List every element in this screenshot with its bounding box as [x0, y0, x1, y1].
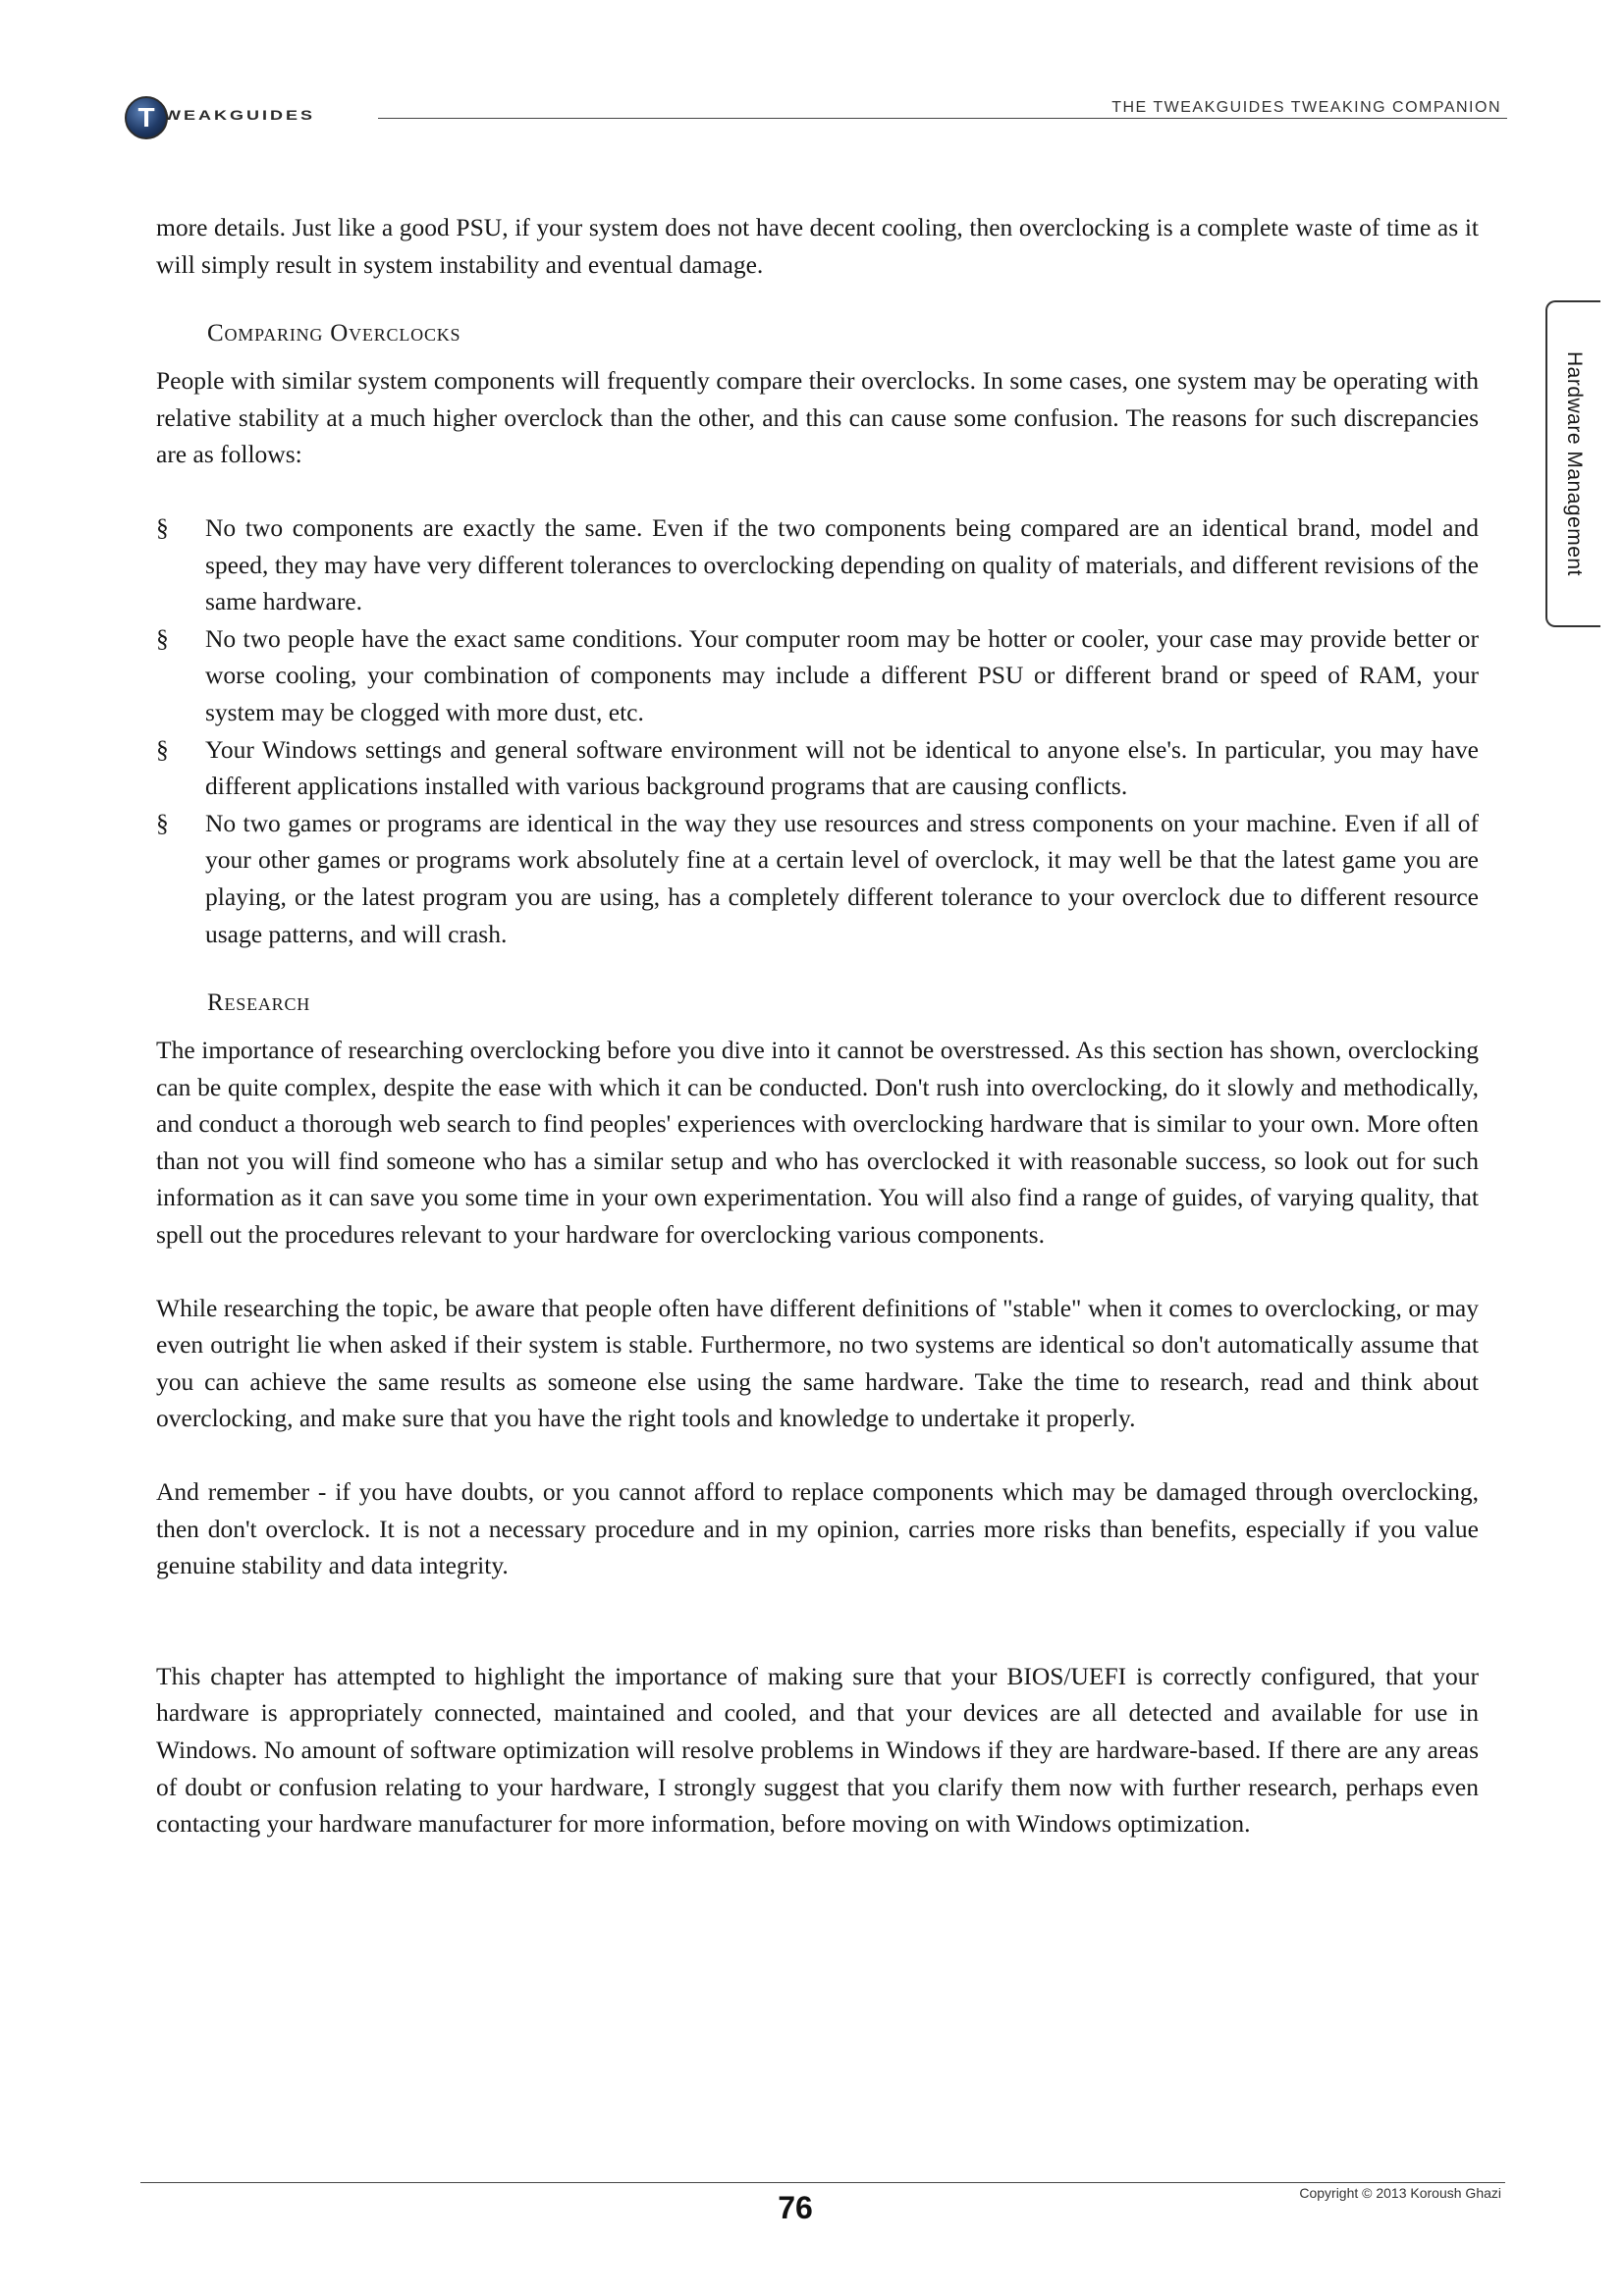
section-sign-bullet: §: [156, 734, 169, 764]
tweakguides-logo: [125, 94, 360, 143]
comparing-overclocks-paragraph: People with similar system components will frequently compare their overclocks. In some cases, one system may be operating with relative stability at a much higher overclock than the other, and this can cause some confusion. The reasons for such discrepancies are as follows:: [156, 366, 1479, 469]
header-rule: [378, 118, 1507, 119]
research-paragraph-1: The importance of researching overclocking before you dive into it cannot be overstressed. As this section has shown, overclocking can be quite complex, despite the ease with which it can be conducted. Don't rush into overclocking, do it slowly and methodically, and conduct a thorough web search to find peoples' experiences with overclocking hardware that is similar to your own. More often than not you will find someone who has a similar setup and who has overclocked it with reasonable success, so look out for such information as it can save you some time in your own experimentation. You will also find a range of guides, of varying quality, that spell out the procedures relevant to your hardware for overclocking various components.: [156, 1036, 1479, 1250]
list-item-text: No two games or programs are identical in the way they use resources and stress components on your machine. Even if all of your other games or programs work absolutely fine at a certain level of overclock, it may well be that the latest game you are playing, or the latest program you are using, has a completely different tolerance to your overclock due to different resource usage patterns, and will crash.: [205, 808, 1479, 948]
chapter-conclusion-paragraph: This chapter has attempted to highlight the importance of making sure that your BIOS/UEFI is correctly configured, that your hardware is appropriately connected, maintained and cooled, and that your devices are all detected and available for use in Windows. No amount of software optimization will resolve problems in Windows if they are hardware-based. If there are any areas of doubt or confusion relating to your hardware, I strongly suggest that you clarify them now with further research, perhaps even contacting your hardware manufacturer for more information, before moving on with Windows optimization.: [156, 1661, 1479, 1839]
page-number: 76: [778, 2190, 813, 2225]
section-heading-comparing-overclocks: Comparing Overclocks: [207, 320, 461, 347]
list-item: [156, 620, 1479, 731]
list-item: [156, 509, 1479, 620]
section-sign-bullet: §: [156, 808, 169, 837]
intro-paragraph: more details. Just like a good PSU, if your system does not have decent cooling, then overclocking is a complete waste of time as it will simply result in system instability and eventual damage.: [156, 213, 1479, 279]
section-heading-research: Research: [207, 989, 311, 1017]
page-content: [156, 209, 1479, 1842]
list-item-text: Your Windows settings and general software environment will not be identical to anyone else's. In particular, you may have different applications installed with various background programs that are causing conflicts.: [205, 734, 1479, 801]
research-paragraph-3: And remember - if you have doubts, or you cannot afford to replace components which may be damaged through overclocking, then don't overclock. It is not a necessary procedure and in my opinion, carries more risks than benefits, especially if you value genuine stability and data integrity.: [156, 1477, 1479, 1580]
list-item: [156, 805, 1479, 952]
copyright-notice: Copyright © 2013 Koroush Ghazi: [1299, 2185, 1501, 2201]
list-item-text: No two components are exactly the same. Even if the two components being compared are an identical brand, model and speed, they may have very different tolerances to overclocking depending on quality of materials, and different revisions of the same hardware.: [205, 512, 1479, 616]
discrepancy-reasons-list: [156, 509, 1479, 952]
section-sign-bullet: §: [156, 512, 169, 542]
research-paragraph-2: While researching the topic, be aware that people often have different definitions of "stable" when it comes to overclocking, or may even outright lie when asked if their system is stable. Furthermore, no two systems are identical so don't automatically assume that you can achieve the same results as someone else using the same hardware. Take the time to research, read and think about overclocking, and make sure that you have the right tools and knowledge to undertake it properly.: [156, 1293, 1479, 1433]
running-header: THE TWEAKGUIDES TWEAKING COMPANION: [1111, 99, 1501, 116]
section-sign-bullet: §: [156, 623, 169, 653]
logo-wordmark: WEAKGUIDES: [164, 108, 316, 123]
footer-rule: [140, 2182, 1505, 2183]
logo-emblem: T: [125, 96, 168, 139]
chapter-side-tab-label: Hardware Management: [1563, 351, 1586, 576]
list-item-text: No two people have the exact same conditions. Your computer room may be hotter or cooler, your case may provide better or worse cooling, your combination of components may include a different PSU or different brand or speed of RAM, your system may be clogged with more dust, etc.: [205, 623, 1479, 726]
list-item: [156, 731, 1479, 805]
chapter-side-tab: [1545, 300, 1600, 627]
